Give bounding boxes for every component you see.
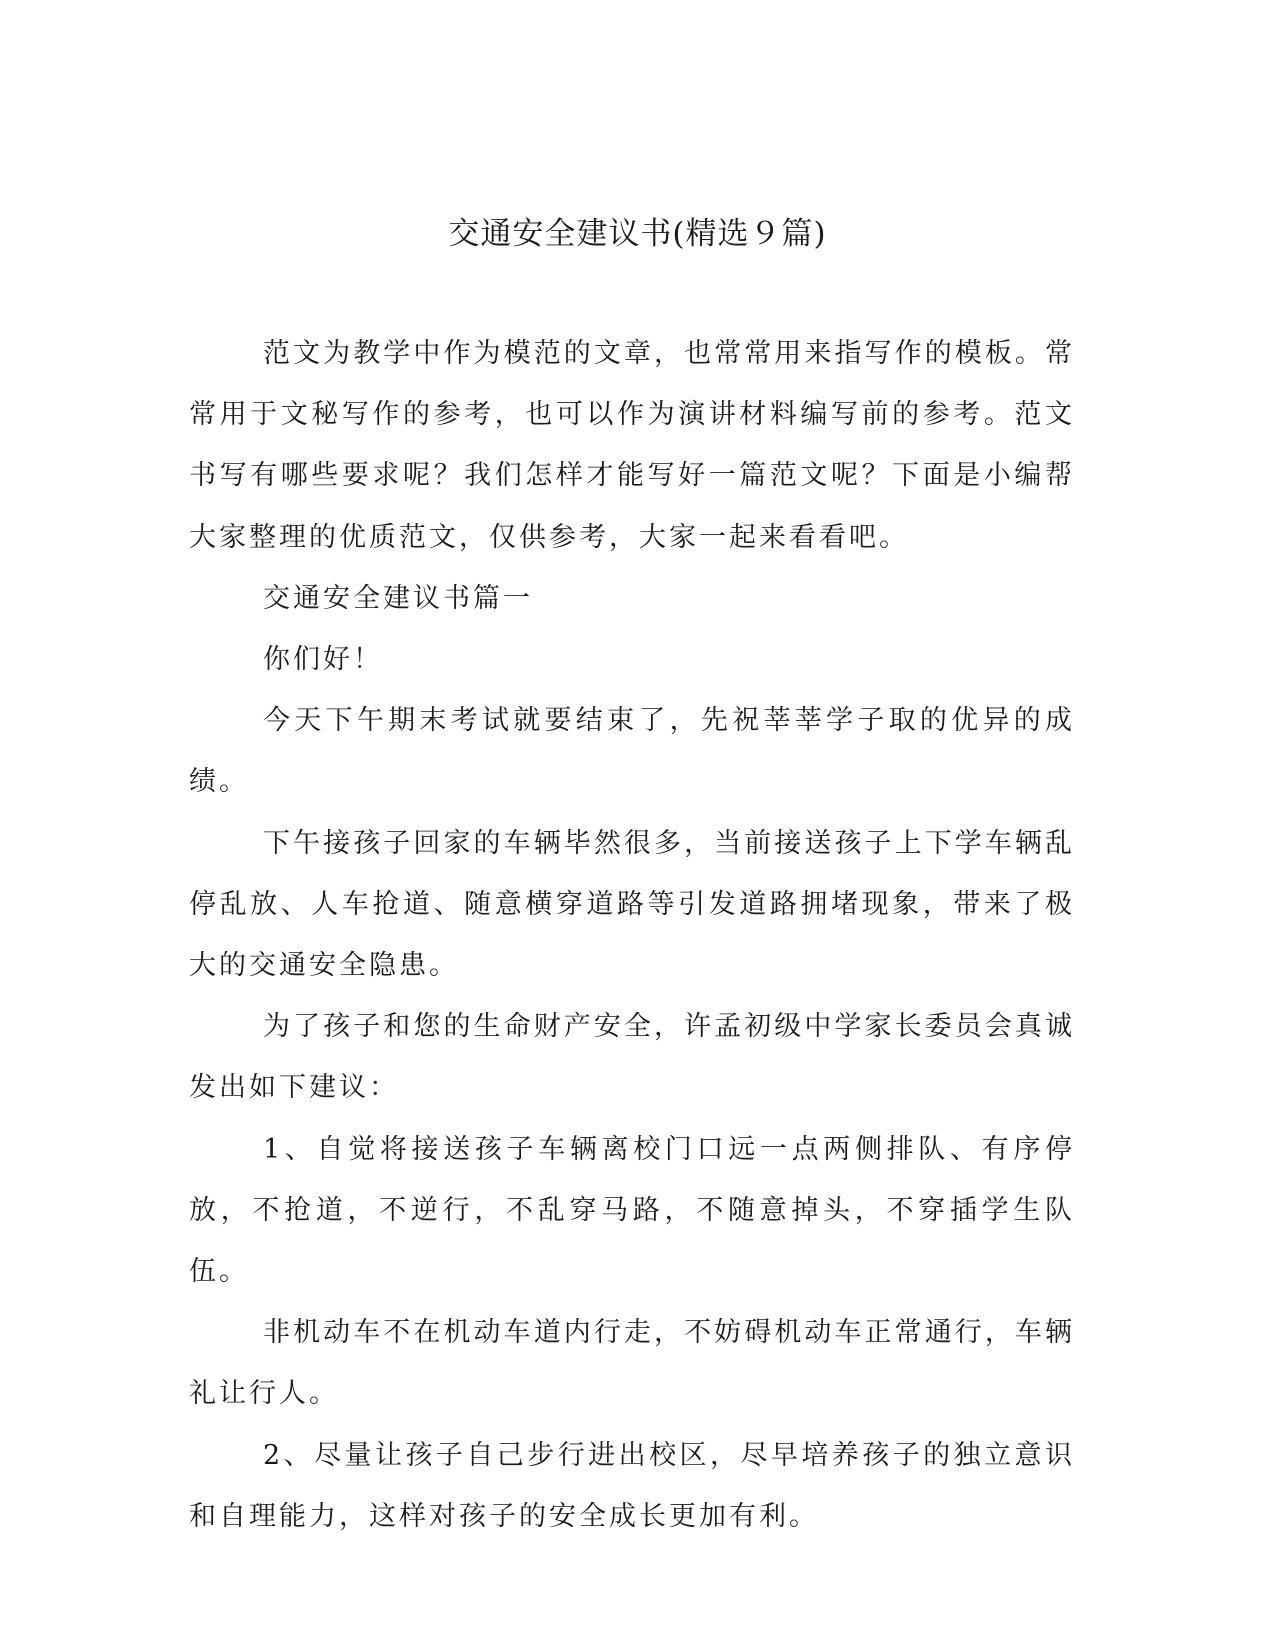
paragraph-exam-ending: 今天下午期末考试就要结束了，先祝莘莘学子取的优异的成绩。	[189, 705, 1075, 798]
paragraph-greeting: 你们好！	[263, 644, 383, 676]
paragraph-suggestion-1: 1、自觉将接送孩子车辆离校门口远一点两侧排队、有序停放，不抢道，不逆行，不乱穿马路，不随意掉头，不穿插学生队伍。	[189, 1133, 1075, 1288]
paragraph-intro: 范文为教学中作为模范的文章，也常常用来指写作的模板。常常用于文秘写作的参考，也可以作为演讲材料编写前的参考。范文书写有哪些要求呢？我们怎样才能写好一篇范文呢？下面是小编帮大家整理的优质范文，仅供参考，大家一起来看看吧。	[189, 338, 1075, 553]
paragraph-suggestion-2: 2、尽量让孩子自己步行进出校区，尽早培养孩子的独立意识和自理能力，这样对孩子的安全成长更加有利。	[189, 1439, 1075, 1532]
document-title: 交通安全建议书(精选９篇)	[448, 216, 827, 252]
paragraph-non-motor-vehicles: 非机动车不在机动车道内行走，不妨碍机动车正常通行，车辆礼让行人。	[189, 1317, 1075, 1410]
document-body	[189, 323, 1075, 1547]
section-heading-part-one: 交通安全建议书篇一	[263, 582, 533, 614]
paragraph-traffic-issue: 下午接孩子回家的车辆毕然很多，当前接送孩子上下学车辆乱停乱放、人车抢道、随意横穿道路等引发道路拥堵现象，带来了极大的交通安全隐患。	[189, 827, 1075, 982]
paragraph-proposal-intro: 为了孩子和您的生命财产安全，许孟初级中学家长委员会真诚发出如下建议：	[189, 1011, 1075, 1104]
